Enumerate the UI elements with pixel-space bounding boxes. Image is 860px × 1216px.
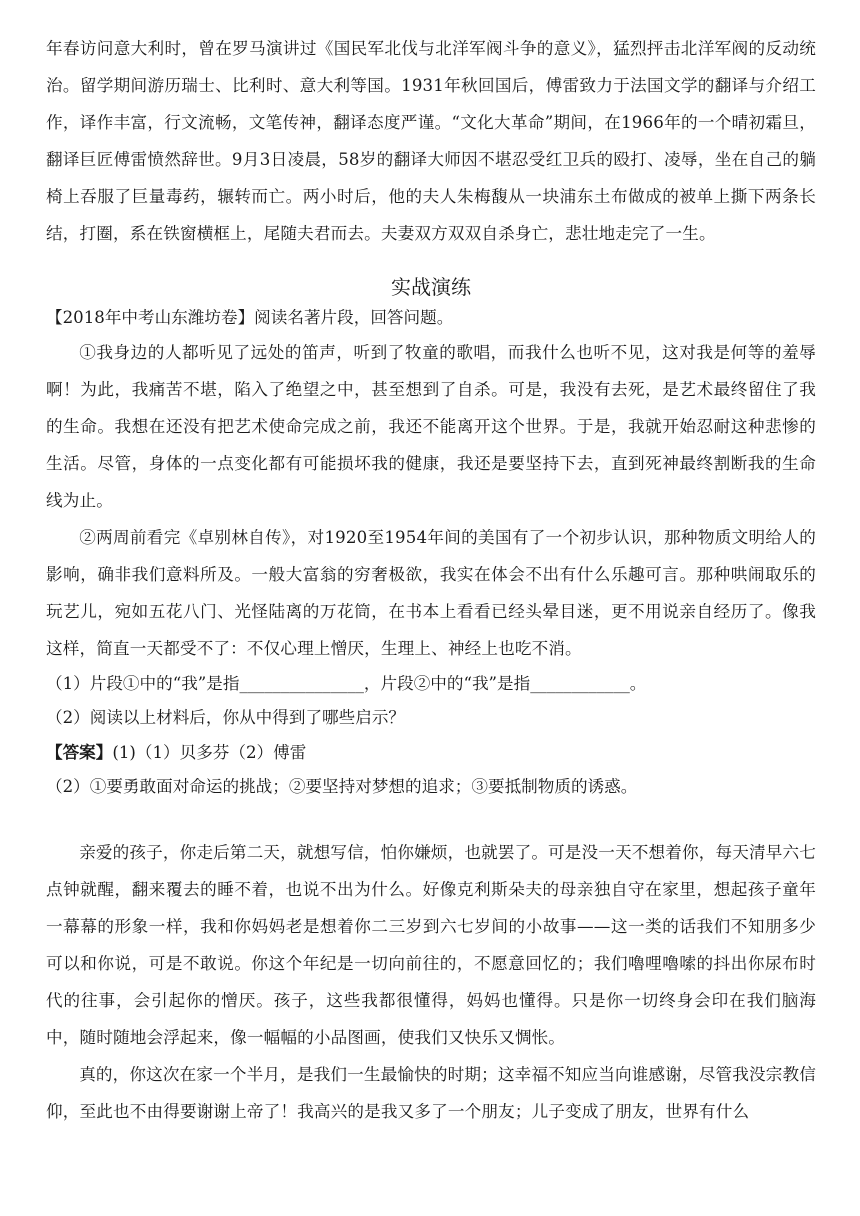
answer-line-1	[46, 735, 816, 770]
answer-1: (1)（1）贝多芬（2）傅雷	[112, 743, 307, 762]
section-title: 实战演练	[391, 275, 471, 299]
excerpt-1: ①我身边的人都听见了远处的笛声，听到了牧童的歌唱，而我什么也听不见，这对我是何等的羞辱啊！为此，我痛苦不堪，陷入了绝望之中，甚至想到了自杀。可是，我没有去死，是艺术最终留住了我的生命。我想在还没有把艺术使命完成之前，我还不能离开这个世界。于是，我就开始忍耐这种悲惨的生活。尽管，身体的一点变化都有可能损坏我的健康，我还是要坚持下去，直到死神最终割断我的生命线为止。	[46, 343, 816, 510]
exam-source: 【2018年中考山东潍坊卷】阅读名著片段，回答问题。	[46, 308, 454, 327]
spacer	[46, 804, 816, 834]
question-2: （2）阅读以上材料后，你从中得到了哪些启示？	[46, 708, 406, 727]
document-page	[46, 30, 816, 1130]
excerpt-2: ②两周前看完《卓别林自传》，对1920至1954年间的美国有了一个初步认识，那种物质文明给人的影响，确非我们意料所及。一般大富翁的穷奢极欲，我实在体会不出有什么乐趣可言。那种哄闹取乐的玩艺儿，宛如五花八门、光怪陆离的万花筒，在书本上看看已经头晕目迷，更不用说亲自经历了。像我这样，简直一天都受不了：不仅心理上憎厌，生理上、神经上也吃不消。	[46, 528, 816, 658]
letter-paragraph-2: 真的，你这次在家一个半月，是我们一生最愉快的时期；这幸福不知应当向谁感谢，尽管我没宗教信仰，至此也不由得要谢谢上帝了！我高兴的是我又多了一个朋友；儿子变成了朋友，世界有什么	[46, 1065, 816, 1121]
answer-tag: 【答案】	[46, 742, 113, 762]
intro-paragraph: 年春访问意大利时，曾在罗马演讲过《国民军北伐与北洋军阀斗争的意义》，猛烈抨击北洋军阀的反动统治。留学期间游历瑞士、比利时、意大利等国。1931年秋回国后，傅雷致力于法国文学的翻译与介绍工作，译作丰富，行文流畅，文笔传神，翻译态度严谨。“文化大革命”期间，在1966年的一个晴初霜旦，翻译巨匠傅雷愤然辞世。9月3日凌晨，58岁的翻译大师因不堪忍受红卫兵的殴打、凌辱，坐在自己的躺椅上吞服了巨量毒药，辗转而亡。两小时后，他的夫人朱梅馥从一块浦东土布做成的被单上撕下两条长结，打圈，系在铁窗横框上，尾随夫君而去。夫妻双方双双自杀身亡，悲壮地走完了一生。	[46, 39, 816, 243]
question-1: （1）片段①中的“我”是指_______________，片段②中的“我”是指____________。	[46, 674, 647, 693]
answer-2: （2）①要勇敢面对命运的挑战；②要坚持对梦想的追求；③要抵制物质的诱惑。	[46, 777, 638, 796]
letter-paragraph-1: 亲爱的孩子，你走后第二天，就想写信，怕你嫌烦，也就罢了。可是没一天不想着你，每天清早六七点钟就醒，翻来覆去的睡不着，也说不出为什么。好像克利斯朵夫的母亲独自守在家里，想起孩子童年一幕幕的形象一样，我和你妈妈老是想着你二三岁到六七岁间的小故事——这一类的话我们不知朋多少可以和你说，可是不敢说。你这个年纪是一切向前往的，不愿意回忆的；我们嚕哩嚕嗦的抖出你尿布时代的往事，会引起你的憎厌。孩子，这些我都很懂得，妈妈也懂得。只是你一切终身会印在我们脑海中，随时随地会浮起来，像一幅幅的小品图画，使我们又快乐又惆怅。	[46, 843, 816, 1047]
